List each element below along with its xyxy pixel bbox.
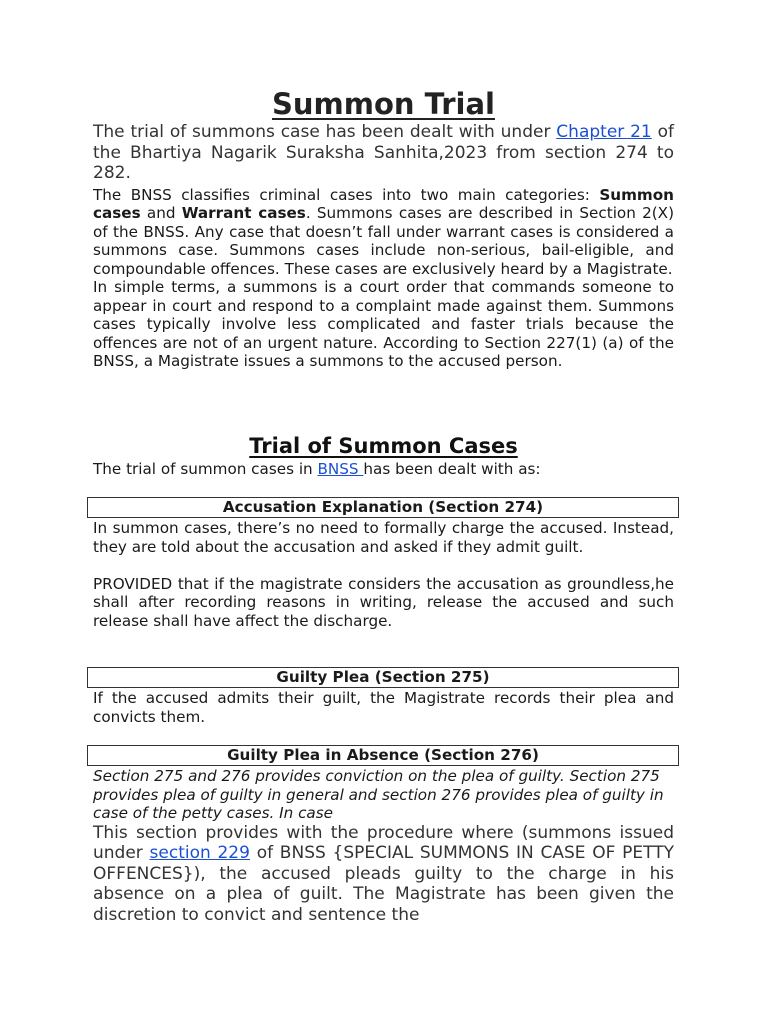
section-276-body: [93, 767, 674, 925]
paragraph-text: This section provides with the procedure where (summons issued under: [93, 822, 674, 863]
section-229-link[interactable]: section 229: [149, 843, 250, 863]
bold-term-summon-cases: Summon cases: [93, 185, 674, 222]
intro-section: [93, 86, 674, 371]
section-274-proviso: PROVIDED that if the magistrate considers the accusation as groundless,he shall after recording reasons in writing, release the accused and such release shall have affect the discharge.: [93, 574, 674, 630]
page-title: Summon Trial: [272, 87, 495, 121]
summons-definition-paragraph: In simple terms, a summons is a court order that commands someone to appear in court and respond to a complaint made against them. Summons cases typically involve less complicated and faster trials because the offences are not of an urgent nature. According to Section 227(1) (a) of the BNSS, a Magistrate issues a summons to the accused person.: [93, 278, 674, 370]
section-274-heading: Accusation Explanation (Section 274): [87, 497, 679, 518]
trial-section-header: [93, 433, 674, 479]
intro-text-continued: of the Bhartiya Nagarik Suraksha Sanhita,2023 from section 274 to 282.: [93, 122, 674, 183]
section-275-heading: Guilty Plea (Section 275): [87, 667, 679, 688]
paragraph-text: has been dealt with as:: [363, 460, 541, 478]
bold-term-warrant-cases: Warrant cases: [181, 204, 306, 222]
classification-paragraph: [93, 186, 674, 279]
section-275-paragraph: If the accused admits their guilt, the Magistrate records their plea and convicts them.: [93, 689, 674, 726]
intro-text: The trial of summons case has been dealt with under: [93, 122, 557, 142]
section-274-paragraph: In summon cases, there’s no need to formally charge the accused. Instead, they are told about the accusation and asked if they admit guilt.: [93, 519, 674, 556]
trial-intro-paragraph: [93, 460, 674, 479]
section-276-heading: Guilty Plea in Absence (Section 276): [87, 745, 679, 766]
section-275-body: [93, 689, 674, 726]
paragraph-text: The BNSS classifies criminal cases into two main categories:: [93, 185, 600, 204]
intro-paragraph: [93, 122, 674, 184]
bnss-link[interactable]: BNSS: [317, 460, 364, 478]
paragraph-text: The trial of summon cases in: [93, 460, 318, 478]
paragraph-text: and: [140, 204, 182, 222]
paragraph-text: . Summons cases are described in Section 2(X) of the BNSS. Any case that doesn’t fall under warrant cases is considered a summons case. Summons cases include non-serious, bail-eligible, and compoundable offences. These cases are exclusively heard by a Magistrate.: [93, 204, 674, 278]
chapter-21-link[interactable]: Chapter 21: [556, 122, 652, 142]
section-276-italic-note: Section 275 and 276 provides conviction on the plea of guilty. Section 275 provides plea of guilty in general and section 276 provides plea of guilty in case of the petty cases. In case: [93, 767, 664, 822]
section-276-paragraph: [93, 823, 674, 926]
section-274-body: [93, 519, 674, 630]
section-subtitle: Trial of Summon Cases: [249, 434, 518, 458]
paragraph-text: of BNSS {SPECIAL SUMMONS IN CASE OF PETTY OFFENCES}), the accused pleads guilty to the charge in his absence on a plea of guilt. The Magistrate has been given the discretion to convict and sentence the: [93, 843, 675, 925]
